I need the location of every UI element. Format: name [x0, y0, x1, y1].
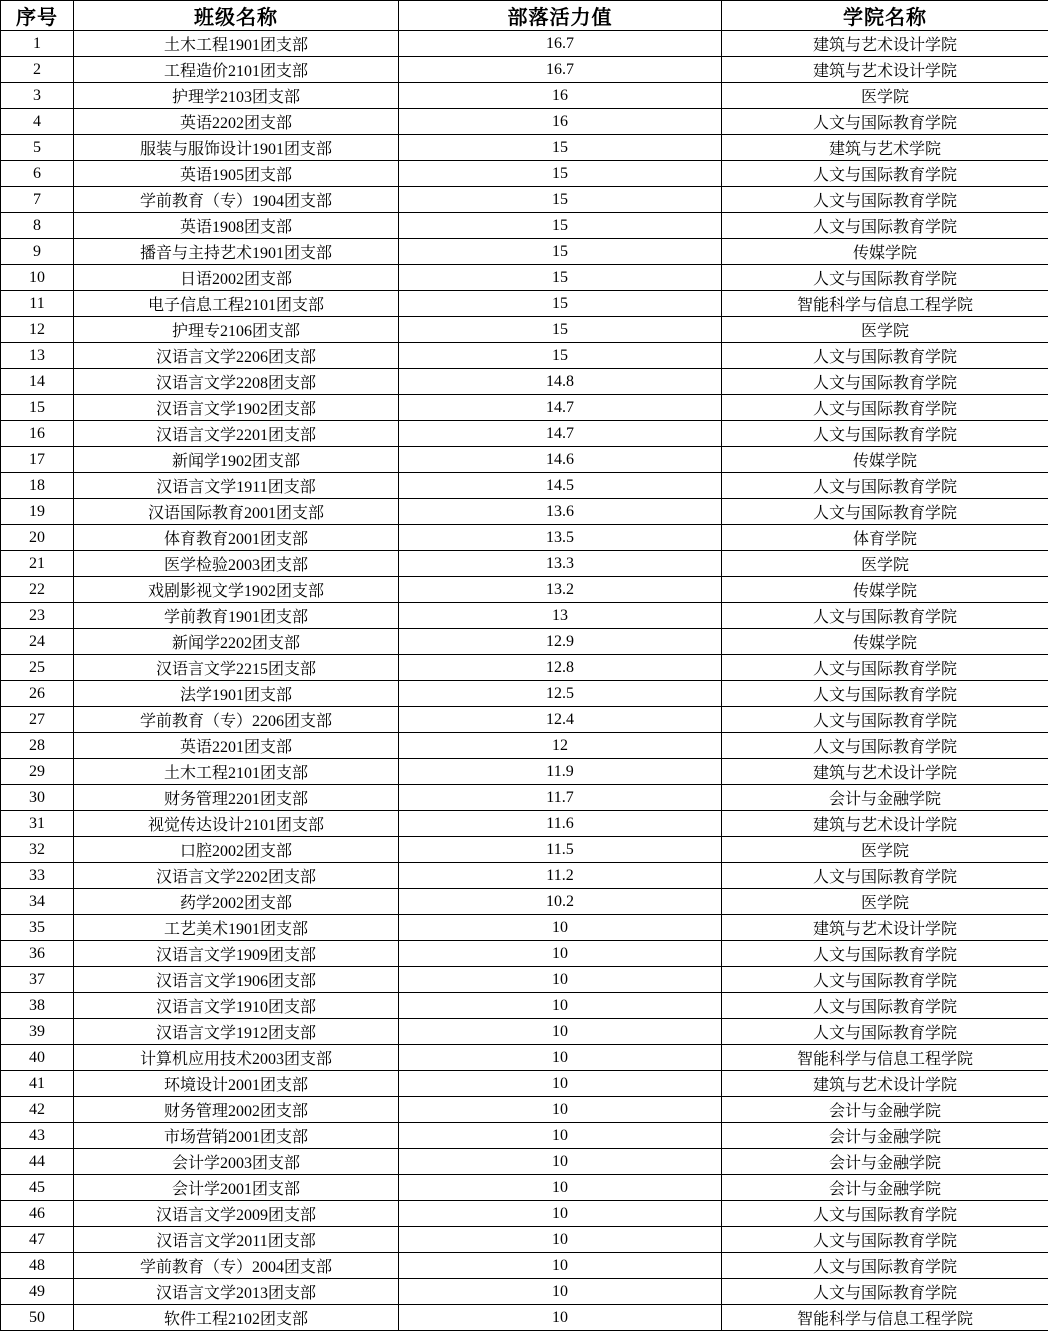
cell-vitality: 15 — [399, 161, 722, 187]
cell-class: 汉语言文学1910团支部 — [74, 993, 399, 1019]
cell-class: 英语2202团支部 — [74, 109, 399, 135]
table-row — [1, 187, 1048, 213]
cell-vitality: 10 — [399, 993, 722, 1019]
cell-college: 人文与国际教育学院 — [722, 109, 1048, 135]
cell-college: 医学院 — [722, 83, 1048, 109]
table-header — [1, 1, 1048, 31]
table-row — [1, 525, 1048, 551]
cell-vitality: 10 — [399, 1149, 722, 1175]
cell-college: 医学院 — [722, 837, 1048, 863]
table-row — [1, 785, 1048, 811]
cell-college: 传媒学院 — [722, 629, 1048, 655]
table-row — [1, 317, 1048, 343]
table-row — [1, 499, 1048, 525]
cell-index: 44 — [1, 1149, 74, 1175]
cell-class: 会计学2001团支部 — [74, 1175, 399, 1201]
cell-index: 20 — [1, 525, 74, 551]
cell-index: 50 — [1, 1305, 74, 1331]
table-row — [1, 291, 1048, 317]
cell-college: 医学院 — [722, 551, 1048, 577]
cell-class: 土木工程2101团支部 — [74, 759, 399, 785]
table-row — [1, 655, 1048, 681]
cell-index: 11 — [1, 291, 74, 317]
table-row — [1, 1149, 1048, 1175]
cell-index: 34 — [1, 889, 74, 915]
table-row — [1, 759, 1048, 785]
cell-index: 40 — [1, 1045, 74, 1071]
cell-index: 37 — [1, 967, 74, 993]
cell-class: 财务管理2201团支部 — [74, 785, 399, 811]
cell-class: 计算机应用技术2003团支部 — [74, 1045, 399, 1071]
cell-vitality: 15 — [399, 187, 722, 213]
cell-class: 英语1908团支部 — [74, 213, 399, 239]
table-row — [1, 135, 1048, 161]
cell-index: 29 — [1, 759, 74, 785]
cell-index: 42 — [1, 1097, 74, 1123]
cell-vitality: 15 — [399, 135, 722, 161]
cell-college: 会计与金融学院 — [722, 1149, 1048, 1175]
cell-index: 8 — [1, 213, 74, 239]
cell-class: 市场营销2001团支部 — [74, 1123, 399, 1149]
cell-college: 建筑与艺术学院 — [722, 135, 1048, 161]
cell-vitality: 11.6 — [399, 811, 722, 837]
cell-vitality: 10 — [399, 967, 722, 993]
cell-vitality: 15 — [399, 317, 722, 343]
cell-vitality: 10 — [399, 1253, 722, 1279]
cell-vitality: 16.7 — [399, 57, 722, 83]
cell-index: 49 — [1, 1279, 74, 1305]
table-body — [1, 31, 1048, 1331]
table-row — [1, 733, 1048, 759]
cell-class: 财务管理2002团支部 — [74, 1097, 399, 1123]
table-row — [1, 447, 1048, 473]
cell-vitality: 10 — [399, 915, 722, 941]
cell-index: 35 — [1, 915, 74, 941]
cell-class: 汉语言文学2011团支部 — [74, 1227, 399, 1253]
table-row — [1, 707, 1048, 733]
cell-vitality: 12.4 — [399, 707, 722, 733]
cell-class: 汉语言文学2201团支部 — [74, 421, 399, 447]
cell-index: 33 — [1, 863, 74, 889]
cell-college: 人文与国际教育学院 — [722, 1201, 1048, 1227]
cell-college: 医学院 — [722, 317, 1048, 343]
cell-vitality: 15 — [399, 343, 722, 369]
table-row — [1, 421, 1048, 447]
table-row — [1, 1019, 1048, 1045]
cell-class: 汉语言文学1912团支部 — [74, 1019, 399, 1045]
cell-college: 建筑与艺术设计学院 — [722, 31, 1048, 57]
cell-vitality: 11.2 — [399, 863, 722, 889]
header-vitality: 部落活力值 — [399, 1, 722, 31]
table-row — [1, 967, 1048, 993]
cell-class: 汉语言文学2208团支部 — [74, 369, 399, 395]
cell-college: 传媒学院 — [722, 239, 1048, 265]
cell-college: 人文与国际教育学院 — [722, 395, 1048, 421]
table-row — [1, 863, 1048, 889]
cell-vitality: 13.6 — [399, 499, 722, 525]
cell-vitality: 16.7 — [399, 31, 722, 57]
cell-index: 17 — [1, 447, 74, 473]
cell-vitality: 14.8 — [399, 369, 722, 395]
table-row — [1, 343, 1048, 369]
cell-index: 19 — [1, 499, 74, 525]
table-row — [1, 109, 1048, 135]
cell-index: 14 — [1, 369, 74, 395]
cell-vitality: 14.5 — [399, 473, 722, 499]
cell-college: 人文与国际教育学院 — [722, 603, 1048, 629]
cell-index: 2 — [1, 57, 74, 83]
cell-index: 38 — [1, 993, 74, 1019]
cell-vitality: 15 — [399, 239, 722, 265]
cell-class: 软件工程2102团支部 — [74, 1305, 399, 1331]
cell-college: 人文与国际教育学院 — [722, 1253, 1048, 1279]
cell-index: 23 — [1, 603, 74, 629]
cell-class: 汉语言文学2202团支部 — [74, 863, 399, 889]
table-row — [1, 239, 1048, 265]
cell-class: 护理学2103团支部 — [74, 83, 399, 109]
cell-index: 25 — [1, 655, 74, 681]
cell-college: 传媒学院 — [722, 577, 1048, 603]
cell-college: 会计与金融学院 — [722, 785, 1048, 811]
cell-college: 人文与国际教育学院 — [722, 863, 1048, 889]
cell-college: 人文与国际教育学院 — [722, 1279, 1048, 1305]
cell-class: 英语1905团支部 — [74, 161, 399, 187]
cell-index: 9 — [1, 239, 74, 265]
cell-college: 建筑与艺术设计学院 — [722, 915, 1048, 941]
table-row — [1, 31, 1048, 57]
cell-class: 汉语言文学1902团支部 — [74, 395, 399, 421]
cell-vitality: 11.5 — [399, 837, 722, 863]
cell-vitality: 11.9 — [399, 759, 722, 785]
table-row — [1, 1071, 1048, 1097]
cell-class: 电子信息工程2101团支部 — [74, 291, 399, 317]
table-row — [1, 1123, 1048, 1149]
table-row — [1, 915, 1048, 941]
cell-vitality: 10 — [399, 1045, 722, 1071]
cell-college: 人文与国际教育学院 — [722, 265, 1048, 291]
header-row — [1, 1, 1048, 31]
table-row — [1, 395, 1048, 421]
cell-class: 体育教育2001团支部 — [74, 525, 399, 551]
table-row — [1, 811, 1048, 837]
table-row — [1, 941, 1048, 967]
cell-vitality: 15 — [399, 265, 722, 291]
cell-class: 汉语言文学2206团支部 — [74, 343, 399, 369]
cell-class: 日语2002团支部 — [74, 265, 399, 291]
cell-index: 16 — [1, 421, 74, 447]
table-row — [1, 473, 1048, 499]
cell-class: 汉语言文学1906团支部 — [74, 967, 399, 993]
table-row — [1, 1201, 1048, 1227]
cell-vitality: 13.5 — [399, 525, 722, 551]
cell-vitality: 16 — [399, 83, 722, 109]
cell-class: 环境设计2001团支部 — [74, 1071, 399, 1097]
cell-class: 新闻学2202团支部 — [74, 629, 399, 655]
cell-index: 45 — [1, 1175, 74, 1201]
cell-vitality: 10 — [399, 1019, 722, 1045]
header-class: 班级名称 — [74, 1, 399, 31]
cell-vitality: 10 — [399, 1071, 722, 1097]
cell-college: 人文与国际教育学院 — [722, 967, 1048, 993]
cell-class: 服装与服饰设计1901团支部 — [74, 135, 399, 161]
cell-index: 26 — [1, 681, 74, 707]
cell-class: 护理专2106团支部 — [74, 317, 399, 343]
cell-index: 5 — [1, 135, 74, 161]
cell-class: 汉语言文学2009团支部 — [74, 1201, 399, 1227]
cell-class: 英语2201团支部 — [74, 733, 399, 759]
cell-vitality: 13.3 — [399, 551, 722, 577]
cell-vitality: 14.6 — [399, 447, 722, 473]
cell-index: 18 — [1, 473, 74, 499]
table-row — [1, 681, 1048, 707]
cell-index: 46 — [1, 1201, 74, 1227]
cell-college: 人文与国际教育学院 — [722, 655, 1048, 681]
table-row — [1, 83, 1048, 109]
cell-college: 人文与国际教育学院 — [722, 343, 1048, 369]
table-row — [1, 993, 1048, 1019]
cell-class: 新闻学1902团支部 — [74, 447, 399, 473]
cell-college: 人文与国际教育学院 — [722, 1019, 1048, 1045]
header-index: 序号 — [1, 1, 74, 31]
cell-class: 汉语言文学2013团支部 — [74, 1279, 399, 1305]
cell-class: 学前教育（专）2004团支部 — [74, 1253, 399, 1279]
cell-class: 医学检验2003团支部 — [74, 551, 399, 577]
cell-index: 36 — [1, 941, 74, 967]
cell-index: 39 — [1, 1019, 74, 1045]
cell-index: 24 — [1, 629, 74, 655]
cell-index: 21 — [1, 551, 74, 577]
table-row — [1, 369, 1048, 395]
cell-class: 工程造价2101团支部 — [74, 57, 399, 83]
cell-index: 30 — [1, 785, 74, 811]
cell-college: 人文与国际教育学院 — [722, 369, 1048, 395]
cell-vitality: 12.9 — [399, 629, 722, 655]
cell-class: 法学1901团支部 — [74, 681, 399, 707]
cell-index: 6 — [1, 161, 74, 187]
cell-index: 1 — [1, 31, 74, 57]
table-row — [1, 57, 1048, 83]
cell-class: 会计学2003团支部 — [74, 1149, 399, 1175]
cell-class: 汉语言文学2215团支部 — [74, 655, 399, 681]
cell-vitality: 11.7 — [399, 785, 722, 811]
cell-college: 建筑与艺术设计学院 — [722, 57, 1048, 83]
cell-college: 人文与国际教育学院 — [722, 733, 1048, 759]
cell-index: 3 — [1, 83, 74, 109]
cell-vitality: 12 — [399, 733, 722, 759]
cell-vitality: 13 — [399, 603, 722, 629]
cell-college: 人文与国际教育学院 — [722, 941, 1048, 967]
header-college: 学院名称 — [722, 1, 1048, 31]
table-row — [1, 265, 1048, 291]
table-row — [1, 161, 1048, 187]
cell-college: 建筑与艺术设计学院 — [722, 811, 1048, 837]
cell-college: 人文与国际教育学院 — [722, 499, 1048, 525]
cell-index: 7 — [1, 187, 74, 213]
cell-class: 视觉传达设计2101团支部 — [74, 811, 399, 837]
cell-college: 传媒学院 — [722, 447, 1048, 473]
cell-index: 48 — [1, 1253, 74, 1279]
cell-college: 体育学院 — [722, 525, 1048, 551]
table-row — [1, 551, 1048, 577]
table-row — [1, 889, 1048, 915]
table-row — [1, 1227, 1048, 1253]
cell-college: 会计与金融学院 — [722, 1123, 1048, 1149]
cell-college: 智能科学与信息工程学院 — [722, 291, 1048, 317]
cell-college: 建筑与艺术设计学院 — [722, 759, 1048, 785]
cell-college: 医学院 — [722, 889, 1048, 915]
cell-class: 土木工程1901团支部 — [74, 31, 399, 57]
table-row — [1, 1253, 1048, 1279]
table-row — [1, 603, 1048, 629]
cell-vitality: 13.2 — [399, 577, 722, 603]
cell-index: 22 — [1, 577, 74, 603]
table-row — [1, 1279, 1048, 1305]
cell-vitality: 10 — [399, 1279, 722, 1305]
cell-vitality: 14.7 — [399, 395, 722, 421]
cell-class: 学前教育（专）2206团支部 — [74, 707, 399, 733]
cell-index: 15 — [1, 395, 74, 421]
cell-vitality: 15 — [399, 213, 722, 239]
cell-vitality: 10 — [399, 941, 722, 967]
cell-class: 播音与主持艺术1901团支部 — [74, 239, 399, 265]
cell-vitality: 12.5 — [399, 681, 722, 707]
cell-college: 智能科学与信息工程学院 — [722, 1305, 1048, 1331]
cell-vitality: 10 — [399, 1305, 722, 1331]
cell-college: 会计与金融学院 — [722, 1097, 1048, 1123]
table-row — [1, 213, 1048, 239]
cell-college: 人文与国际教育学院 — [722, 993, 1048, 1019]
cell-index: 28 — [1, 733, 74, 759]
cell-class: 戏剧影视文学1902团支部 — [74, 577, 399, 603]
cell-vitality: 10 — [399, 1123, 722, 1149]
cell-class: 学前教育（专）1904团支部 — [74, 187, 399, 213]
cell-vitality: 10 — [399, 1097, 722, 1123]
cell-class: 汉语国际教育2001团支部 — [74, 499, 399, 525]
cell-college: 人文与国际教育学院 — [722, 421, 1048, 447]
table-row — [1, 1045, 1048, 1071]
table-row — [1, 1175, 1048, 1201]
cell-vitality: 12.8 — [399, 655, 722, 681]
cell-vitality: 10 — [399, 1175, 722, 1201]
cell-index: 32 — [1, 837, 74, 863]
cell-index: 12 — [1, 317, 74, 343]
cell-class: 工艺美术1901团支部 — [74, 915, 399, 941]
cell-college: 人文与国际教育学院 — [722, 1227, 1048, 1253]
cell-index: 4 — [1, 109, 74, 135]
table-row — [1, 837, 1048, 863]
cell-vitality: 10 — [399, 1201, 722, 1227]
cell-class: 汉语言文学1909团支部 — [74, 941, 399, 967]
cell-vitality: 14.7 — [399, 421, 722, 447]
cell-college: 会计与金融学院 — [722, 1175, 1048, 1201]
cell-index: 31 — [1, 811, 74, 837]
cell-college: 人文与国际教育学院 — [722, 161, 1048, 187]
cell-class: 学前教育1901团支部 — [74, 603, 399, 629]
cell-index: 27 — [1, 707, 74, 733]
cell-vitality: 15 — [399, 291, 722, 317]
cell-class: 药学2002团支部 — [74, 889, 399, 915]
cell-index: 43 — [1, 1123, 74, 1149]
cell-index: 13 — [1, 343, 74, 369]
cell-college: 人文与国际教育学院 — [722, 707, 1048, 733]
cell-vitality: 10.2 — [399, 889, 722, 915]
cell-vitality: 16 — [399, 109, 722, 135]
cell-class: 口腔2002团支部 — [74, 837, 399, 863]
cell-college: 人文与国际教育学院 — [722, 473, 1048, 499]
cell-vitality: 10 — [399, 1227, 722, 1253]
cell-college: 人文与国际教育学院 — [722, 187, 1048, 213]
table-row — [1, 1097, 1048, 1123]
cell-college: 建筑与艺术设计学院 — [722, 1071, 1048, 1097]
cell-index: 10 — [1, 265, 74, 291]
cell-college: 人文与国际教育学院 — [722, 681, 1048, 707]
cell-index: 47 — [1, 1227, 74, 1253]
cell-college: 智能科学与信息工程学院 — [722, 1045, 1048, 1071]
cell-class: 汉语言文学1911团支部 — [74, 473, 399, 499]
cell-college: 人文与国际教育学院 — [722, 213, 1048, 239]
table-row — [1, 629, 1048, 655]
table-row — [1, 577, 1048, 603]
cell-index: 41 — [1, 1071, 74, 1097]
